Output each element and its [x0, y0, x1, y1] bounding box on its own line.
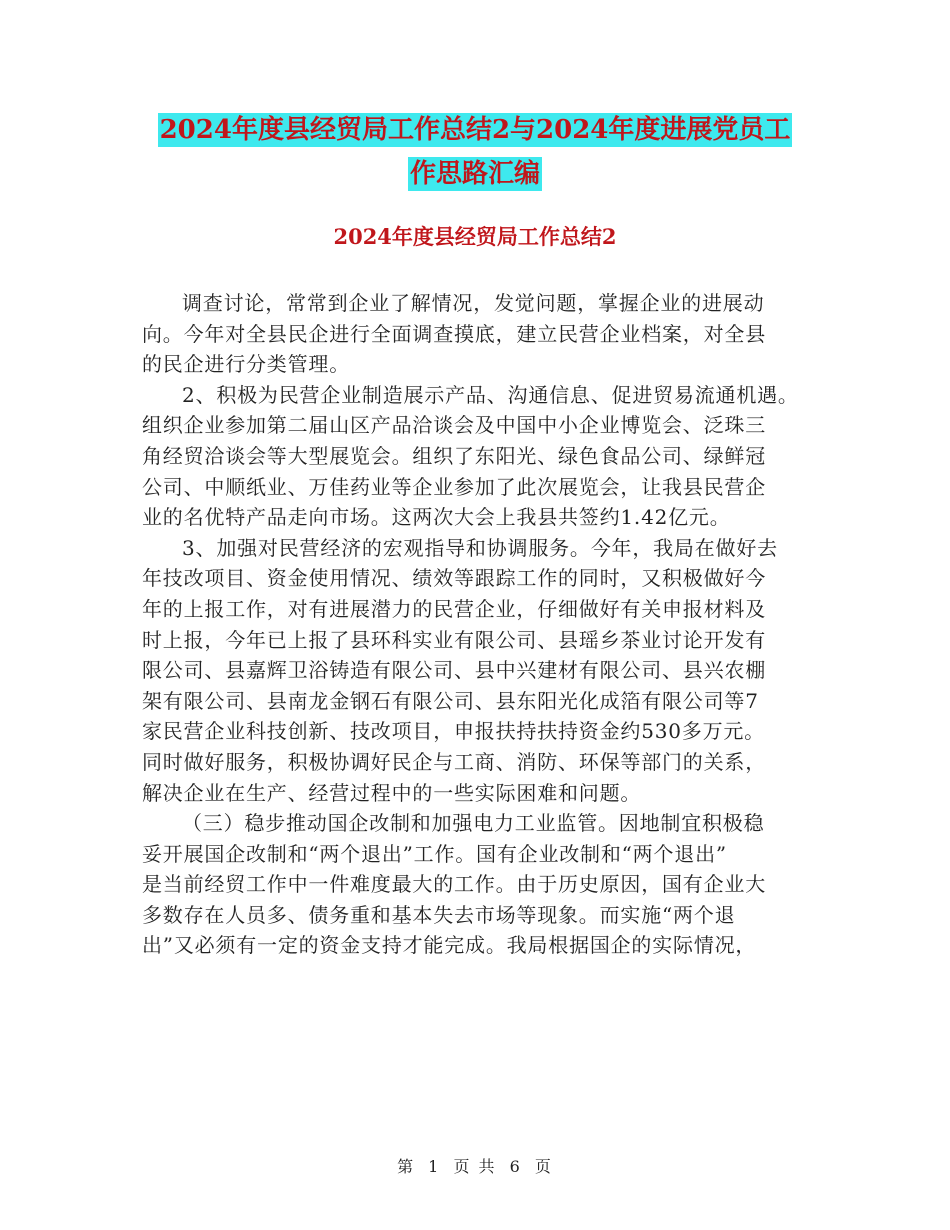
- paragraph-line: （三）稳步推动国企改制和加强电力工业监管。因地制宜积极稳: [182, 811, 765, 836]
- paragraph-line: 角经贸洽谈会等大型展览会。组织了东阳光、绿色食品公司、绿鲜冠: [142, 443, 766, 468]
- paragraph-line: 2、积极为民营企业制造展示产品、沟通信息、促进贸易流通机遇。: [182, 382, 799, 407]
- paragraph-line: 限公司、县嘉辉卫浴铸造有限公司、县中兴建材有限公司、县兴农棚: [142, 658, 766, 683]
- paragraph-line: 组织企业参加第二届山区产品洽谈会及中国中小企业博览会、泛珠三: [142, 413, 766, 438]
- paragraph-3: [142, 533, 822, 808]
- page-footer: [0, 1154, 950, 1177]
- paragraph-line: 解决企业在生产、经营过程中的一些实际困难和问题。: [142, 780, 642, 805]
- footer-prefix: 第: [397, 1157, 416, 1176]
- title-line-1: 2024年度县经贸局工作总结2与2024年度进展党员工: [159, 115, 791, 145]
- paragraph-line: 是当前经贸工作中一件难度最大的工作。由于历史原因，国有企业大: [142, 872, 766, 897]
- footer-page-number: 1: [428, 1157, 441, 1176]
- paragraph-line: 业的名优特产品走向市场。这两次大会上我县共签约1.42亿元。: [142, 505, 731, 530]
- paragraph-line: 家民营企业科技创新、技改项目，申报扶持扶持资金约530多万元。: [142, 719, 765, 744]
- document-title: [0, 108, 950, 196]
- paragraph-2: [142, 380, 822, 533]
- paragraph-line: 公司、中顺纸业、万佳药业等企业参加了此次展览会，让我县民营企: [142, 474, 766, 499]
- footer-total-pages: 6: [509, 1157, 522, 1176]
- paragraph-line: 3、加强对民营经济的宏观指导和协调服务。今年，我局在做好去: [182, 535, 778, 560]
- paragraph-line: 妥开展国企改制和“两个退出”工作。国有企业改制和“两个退出”: [142, 841, 727, 866]
- paragraph-line: 调查讨论，常常到企业了解情况，发觉问题，掌握企业的进展动: [182, 291, 765, 315]
- paragraph-1: [142, 288, 822, 380]
- title-line-2: 作思路汇编: [409, 159, 540, 189]
- footer-middle: 页 共: [453, 1157, 497, 1176]
- paragraph-line: 架有限公司、县南龙金钢石有限公司、县东阳光化成箔有限公司等7: [142, 688, 759, 713]
- paragraph-line: 时上报，今年已上报了县环科实业有限公司、县瑶乡茶业讨论开发有: [142, 627, 766, 652]
- paragraph-line: 同时做好服务，积极协调好民企与工商、消防、环保等部门的关系，: [142, 749, 766, 774]
- paragraph-line: 出”又必须有一定的资金支持才能完成。我局根据国企的实际情况，: [142, 933, 757, 958]
- paragraph-4: [142, 808, 822, 961]
- paragraph-line: 的民企进行分类管理。: [142, 352, 350, 377]
- paragraph-line: 年技改项目、资金使用情况、绩效等跟踪工作的同时，又积极做好今: [142, 566, 766, 591]
- paragraph-line: 向。今年对全县民企进行全面调查摸底，建立民营企业档案，对全县: [142, 321, 766, 346]
- section-heading: 2024年度县经贸局工作总结2: [333, 224, 617, 249]
- paragraph-line: 多数存在人员多、债务重和基本失去市场等现象。而实施“两个退: [142, 902, 736, 927]
- body-text: [142, 288, 822, 961]
- paragraph-line: 年的上报工作，对有进展潜力的民营企业，仔细做好有关申报材料及: [142, 596, 766, 621]
- footer-suffix: 页: [534, 1157, 553, 1176]
